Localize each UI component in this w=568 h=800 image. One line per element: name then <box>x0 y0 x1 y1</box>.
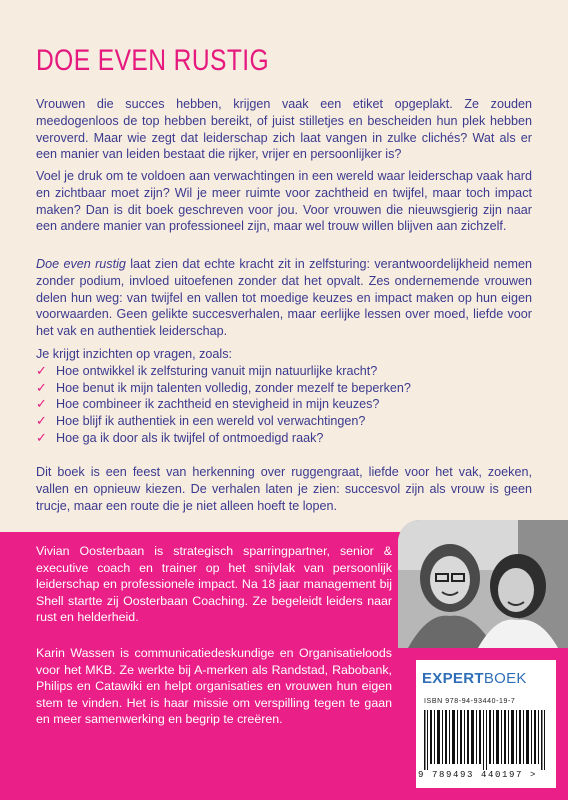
check-icon: ✓ <box>36 396 47 412</box>
isbn-text: ISBN 978-94-93440-19-7 <box>424 698 516 705</box>
check-icon: ✓ <box>36 379 47 395</box>
second-paragraph: Voel je druk om te voldoen aan verwachtingen in een wereld waar leiderschap vaak hard en zichtbaar moet zijn? Wil je meer ruimte voor zachtheid en twijfel, maar toch impact maken? Dan is dit boek geschreven voor jou. Voor vrouwen die nieuwsgierig zijn naar een andere manier van professioneel zijn, maar wel trouw willen blijven aan zichzelf. <box>36 169 532 234</box>
barcode-number: 9 789493 440197 > <box>418 770 538 780</box>
author-bio-karin: Karin Wassen is communicatiedeskundige en Organisatieloods voor het MKB. Ze werkte bij A-merken als Randstad, Rabobank, Philips en Catawiki en helpt organisaties en vrouwen hun eigen stem te vinden. Het is haar missie om verspilling tegen te gaan en meer samenwerking en begrip te creëren. <box>36 646 392 727</box>
publisher-box <box>416 660 556 788</box>
list-item: ✓ Hoe combineer ik zachtheid en stevigheid in mijn keuzes? <box>36 396 380 412</box>
list-item: ✓ Hoe blijf ik authentiek in een wereld vol verwachtingen? <box>36 413 366 429</box>
author-photo <box>398 520 568 648</box>
third-paragraph <box>36 256 532 340</box>
questions-section <box>36 346 532 447</box>
list-item: ✓ Hoe ontwikkel ik zelfsturing vanuit mijn natuurlijke kracht? <box>36 362 378 378</box>
author-bio-vivian: Vivian Oosterbaan is strategisch sparringpartner, senior & executive coach en trainer op het snijvlak van persoonlijk leiderschap en professionele impact. Na 18 jaar management bij Shell startte zij Oosterbaan Coaching. Ze begeleidt leiders naar rust en helderheid. <box>36 544 392 625</box>
book-title: DOE EVEN RUSTIG <box>36 44 270 77</box>
third-paragraph-text: laat zien dat echte kracht zit in zelfsturing: verantwoordelijkheid nemen zonder podium, invloed uitoefenen zonder dat het opvalt. Zes ondernemende vrouwen delen hun weg: van twijfel en vallen tot moedige keuzes en impact maken op hun eigen voorwaarden. Geen gelikte succesverhalen, maar eerlijke lessen over moed, liefde voor het vak en authentiek leiderschap. <box>36 257 532 339</box>
questions-intro: Je krijgt inzichten op vragen, zoals: <box>36 347 233 361</box>
expertboek-logo: EXPERTBOEK <box>422 670 527 687</box>
book-title-italic: Doe even rustig <box>36 257 126 271</box>
check-icon: ✓ <box>36 413 47 429</box>
check-icon: ✓ <box>36 362 47 378</box>
closing-paragraph: Dit boek is een feest van herkenning over ruggengraat, liefde voor het vak, zoeken, vallen en opnieuw kiezen. De verhalen laten je zien: succesvol zijn als vrouw is geen trucje, maar een route die je niet alleen hoeft te lopen. <box>36 465 532 513</box>
list-item: ✓ Hoe benut ik mijn talenten volledig, zonder mezelf te beperken? <box>36 379 411 395</box>
author-photo-image <box>398 520 568 648</box>
check-icon: ✓ <box>36 429 47 445</box>
intro-paragraph: Vrouwen die succes hebben, krijgen vaak een etiket opgeplakt. Ze zouden meedogenloos de top hebben bereikt, of juist stilletjes en bescheiden hun plek hebben veroverd. Maar wie zegt dat leiderschap zich laat vangen in zulke clichés? Wat als er een manier van leiden bestaat die rijker, vrijer en persoonlijker is? <box>36 97 532 162</box>
list-item: ✓ Hoe ga ik door als ik twijfel of ontmoedigd raak? <box>36 429 324 445</box>
barcode-icon <box>424 710 548 770</box>
questions-list <box>36 363 532 447</box>
